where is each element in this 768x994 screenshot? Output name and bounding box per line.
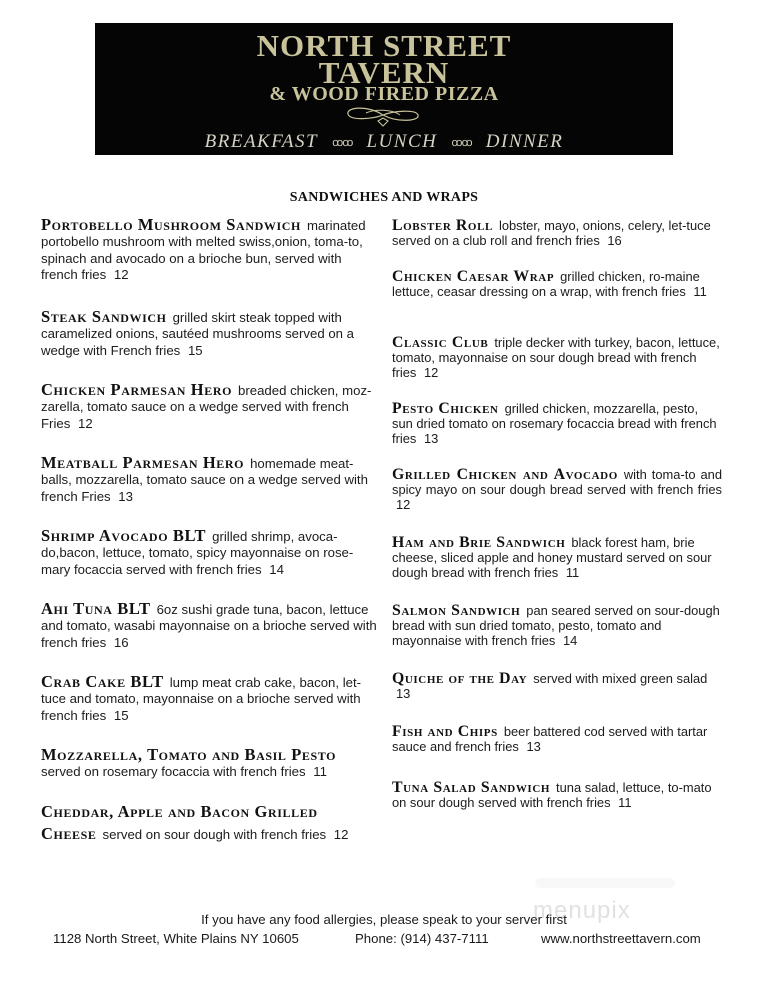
menu-item xyxy=(41,455,381,505)
item-price: 14 xyxy=(269,561,284,577)
menu-item xyxy=(41,674,381,724)
menu-item xyxy=(41,747,381,781)
section-title: SANDWICHES AND WRAPS xyxy=(289,190,479,205)
menu-item xyxy=(41,528,381,578)
item-price: 11 xyxy=(565,565,580,580)
menu-item xyxy=(392,467,722,512)
item-description: tuna salad, lettuce, to-mato on sour dough served with french fries xyxy=(392,780,712,810)
meal-lunch: LUNCH xyxy=(366,131,438,152)
menu-item xyxy=(392,671,722,701)
menu-item xyxy=(392,218,722,248)
item-description: grilled shrimp, avoca-do,bacon, lettuce, tomato, spicy mayonnaise on rose-mary focaccia served with french fries xyxy=(41,529,354,577)
item-name: Crab Cake BLT xyxy=(41,672,164,691)
item-name: Chicken Parmesan Hero xyxy=(41,380,233,399)
item-price: 12 xyxy=(113,267,129,283)
footer-website-link[interactable]: www.northstreettavern.com xyxy=(541,931,701,946)
item-price: 12 xyxy=(396,497,411,512)
item-price: 12 xyxy=(77,415,93,431)
restaurant-name-line1: NORTH STREET xyxy=(256,28,512,63)
item-name: Fish and Chips xyxy=(392,723,498,740)
item-price: 14 xyxy=(562,633,578,648)
item-price: 15 xyxy=(113,707,129,723)
item-name: Quiche of the Day xyxy=(392,670,528,687)
watermark-smudge xyxy=(535,878,675,888)
item-price: 11 xyxy=(693,284,707,299)
chain-separator-icon: ꝏꝏ xyxy=(451,136,472,149)
menu-item xyxy=(392,603,722,648)
chain-separator-icon: ꝏꝏ xyxy=(332,136,353,149)
item-description: triple decker with turkey, bacon, lettuce, tomato, mayonnaise on sour dough bread with french fries xyxy=(392,335,720,380)
allergy-note: If you have any food allergies, please speak to your server first xyxy=(201,912,567,927)
menu-item xyxy=(392,335,722,380)
item-description: beer battered cod served with tartar sauce and french fries xyxy=(392,724,708,754)
item-name: Ham and Brie Sandwich xyxy=(392,534,566,551)
item-price: 16 xyxy=(607,233,622,248)
item-description: grilled chicken, mozzarella, pesto, sun dried tomato on rosemary focaccia bread with french fries xyxy=(392,401,717,446)
menu-item xyxy=(41,382,381,432)
item-price: 12 xyxy=(333,827,349,842)
item-description: served on sour dough with french fries xyxy=(102,827,327,842)
item-name: Cheddar, Apple and Bacon Grilled Cheese xyxy=(41,802,318,843)
item-price: 13 xyxy=(526,739,541,754)
item-price: 11 xyxy=(618,795,632,810)
item-name: Grilled Chicken and Avocado xyxy=(392,466,618,483)
footer-address: 1128 North Street, White Plains NY 10605 xyxy=(53,931,299,946)
flourish-ornament-icon xyxy=(338,103,428,129)
item-price: 15 xyxy=(187,342,203,358)
item-price: 13 xyxy=(396,686,411,701)
meal-periods xyxy=(95,131,673,153)
item-price: 16 xyxy=(113,634,129,650)
item-name: Chicken Caesar Wrap xyxy=(392,268,555,285)
menu-item xyxy=(392,724,722,754)
item-description: served on rosemary focaccia with french fries xyxy=(41,764,306,780)
item-price: 13 xyxy=(118,488,133,504)
item-description: lobster, mayo, onions, celery, let-tuce served on a club roll and french fries xyxy=(392,218,711,248)
item-description: black forest ham, brie cheese, sliced apple and honey mustard served on sour dough bread with french fries xyxy=(392,535,712,580)
item-description: breaded chicken, moz-zarella, tomato sauce on a wedge served with french Fries xyxy=(41,383,372,431)
item-description: grilled skirt steak topped with caramelized onions, sautéed mushrooms served on a wedge with French fries xyxy=(41,310,355,358)
restaurant-banner xyxy=(95,23,673,155)
meal-dinner: DINNER xyxy=(485,131,564,152)
item-name: Ahi Tuna BLT xyxy=(41,599,151,618)
item-description: grilled chicken, ro-maine lettuce, ceasar dressing on a wrap, with french fries xyxy=(392,269,700,299)
item-price: 13 xyxy=(423,431,439,446)
watermark-logo: menupix xyxy=(533,897,631,924)
item-name: Steak Sandwich xyxy=(41,307,167,326)
item-name: Pesto Chicken xyxy=(392,400,499,417)
item-description: lump meat crab cake, bacon, let-tuce and tomato, mayonnaise on a brioche served with french fries xyxy=(41,675,362,723)
menu-item xyxy=(392,780,722,810)
item-name: Lobster Roll xyxy=(392,217,493,234)
footer-phone: Phone: (914) 437-7111 xyxy=(355,931,489,946)
menu-item xyxy=(392,535,722,580)
item-description: pan seared served on sour-dough bread with sun dried tomato, pesto, tomato and mayonnaise with french fries xyxy=(392,603,720,648)
item-name: Meatball Parmesan Hero xyxy=(41,453,245,472)
item-name: Mozzarella, Tomato and Basil Pesto xyxy=(41,745,337,764)
item-name: Portobello Mushroom Sandwich xyxy=(41,215,301,234)
item-price: 12 xyxy=(423,365,439,380)
item-description: served with mixed green salad xyxy=(533,671,708,686)
menu-item xyxy=(392,401,722,446)
item-description: homemade meat-balls, mozzarella, tomato sauce on a wedge served with french Fries xyxy=(41,456,368,504)
item-name: Tuna Salad Sandwich xyxy=(392,779,551,796)
restaurant-name-line2: TAVERN xyxy=(318,55,450,90)
meal-breakfast: BREAKFAST xyxy=(204,131,319,152)
item-name: Shrimp Avocado BLT xyxy=(41,526,207,545)
menu-item xyxy=(41,217,381,284)
restaurant-subtitle: & WOOD FIRED PIZZA xyxy=(269,83,499,105)
item-description: with toma-to and spicy mayo on sour dough bread served with french fries xyxy=(392,467,723,497)
item-name: Classic Club xyxy=(392,334,489,351)
menu-item xyxy=(41,801,381,845)
item-description: marinated portobello mushroom with melted swiss,onion, toma-to, spinach and avocado on a brioche bun, served with french fries xyxy=(41,218,366,283)
item-name: Salmon Sandwich xyxy=(392,602,521,619)
item-price: 11 xyxy=(313,764,327,780)
menu-item xyxy=(392,269,722,299)
item-description: 6oz sushi grade tuna, bacon, lettuce and tomato, wasabi mayonnaise on a brioche served with french fries xyxy=(41,602,377,650)
menu-item xyxy=(41,601,381,651)
menu-item xyxy=(41,309,381,359)
